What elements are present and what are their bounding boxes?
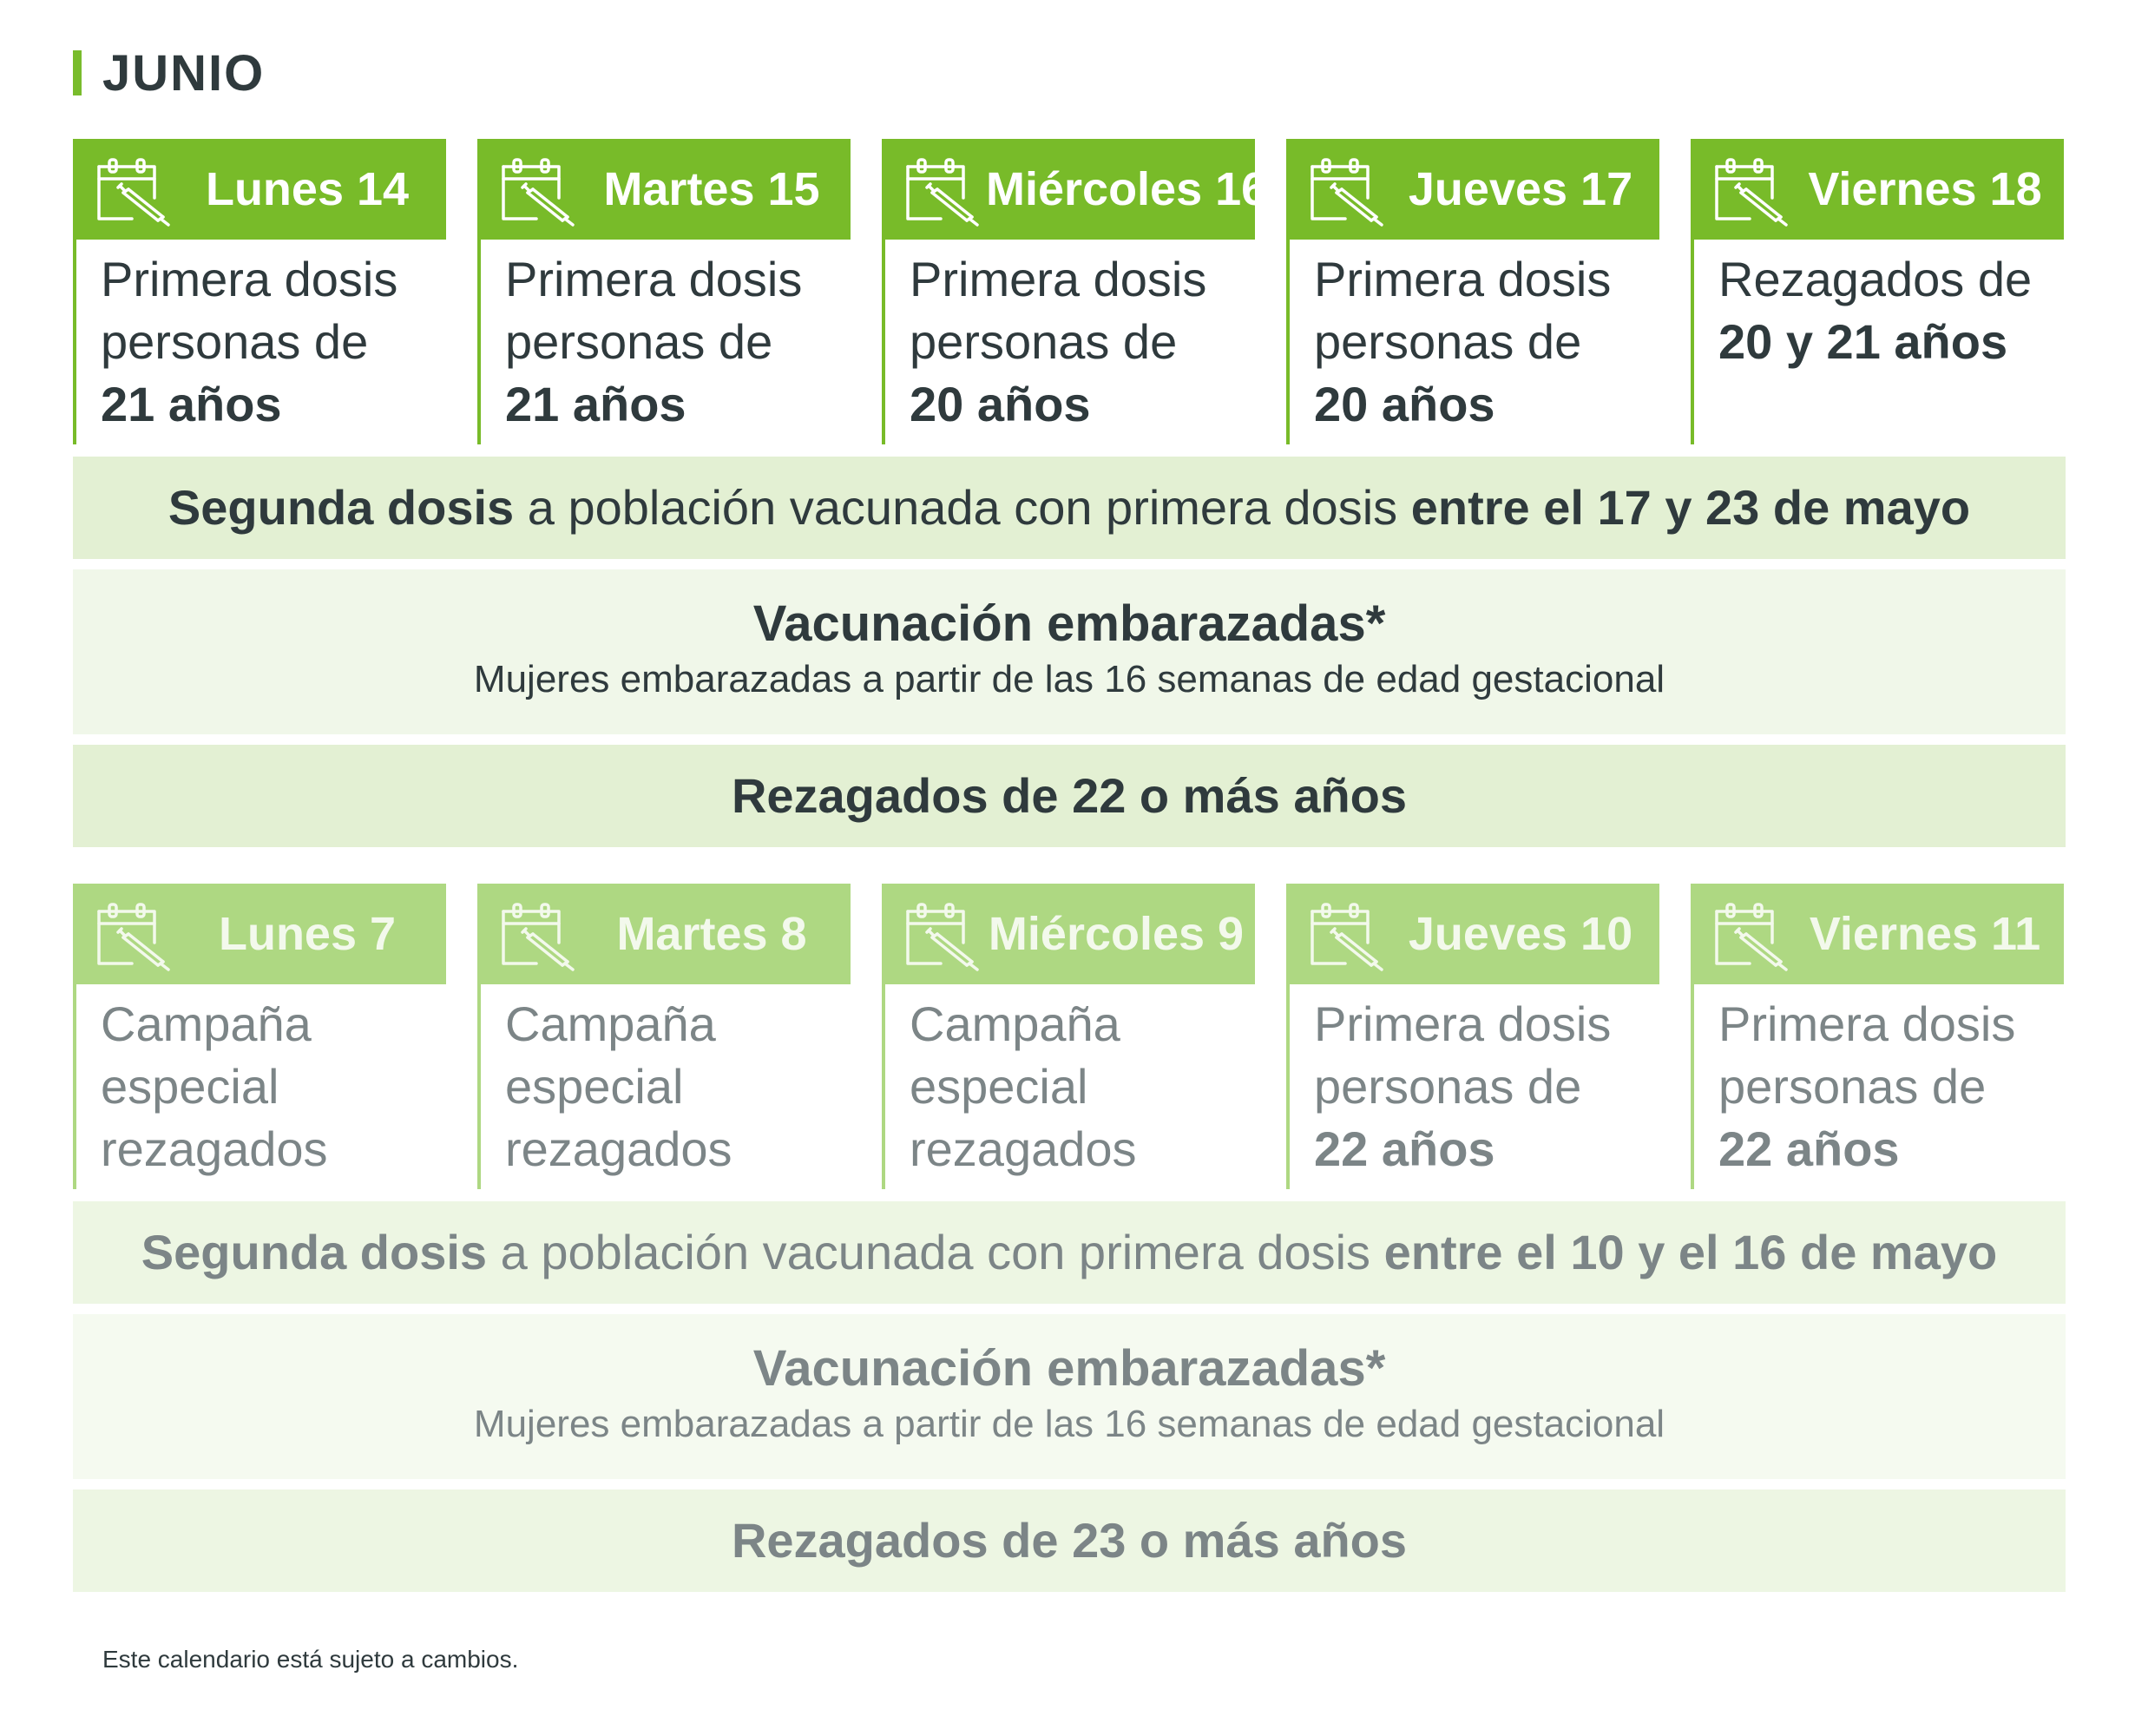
day-card bbox=[73, 139, 446, 444]
day-label: Martes 8 bbox=[616, 908, 807, 960]
day-text-line-3: 20 años bbox=[1314, 377, 1495, 431]
day-description bbox=[477, 984, 851, 1189]
second-dose-text: a población vacunada con primera dosis bbox=[514, 480, 1411, 535]
day-card bbox=[1286, 884, 1659, 1189]
day-text-line-3: 21 años bbox=[101, 377, 282, 431]
day-text-line-1: Campaña bbox=[505, 996, 716, 1051]
day-label: Viernes 11 bbox=[1809, 908, 2041, 960]
pregnant-subtitle: Mujeres embarazadas a partir de las 16 semanas de edad gestacional bbox=[473, 658, 1665, 700]
day-text-line-1: Primera dosis bbox=[505, 252, 803, 306]
day-description bbox=[1286, 984, 1659, 1189]
page-title: JUNIO bbox=[102, 45, 266, 102]
day-card bbox=[477, 139, 851, 444]
day-header bbox=[477, 884, 851, 984]
day-text-line-3: 21 años bbox=[505, 377, 686, 431]
day-text-line-1: Rezagados de bbox=[1718, 252, 2033, 306]
day-label: Viernes 18 bbox=[1808, 163, 2042, 215]
second-dose-text: a población vacunada con primera dosis bbox=[487, 1225, 1384, 1279]
day-header bbox=[73, 884, 446, 984]
pregnant-band bbox=[73, 569, 2066, 734]
day-text-line-2: personas de bbox=[910, 314, 1178, 369]
day-text-line-3: 22 años bbox=[1718, 1121, 1900, 1176]
day-text-line-2: especial bbox=[505, 1059, 684, 1114]
day-text-line-2: 20 y 21 años bbox=[1718, 314, 2008, 369]
day-description bbox=[477, 240, 851, 444]
day-text-line-2: personas de bbox=[505, 314, 773, 369]
day-card bbox=[1691, 139, 2064, 444]
day-text-line-1: Primera dosis bbox=[910, 252, 1207, 306]
day-description bbox=[1691, 984, 2064, 1189]
second-dose-dates: entre el 17 y 23 de mayo bbox=[1410, 480, 1971, 535]
day-card bbox=[477, 884, 851, 1189]
title-accent-bar bbox=[73, 50, 82, 95]
day-description bbox=[1691, 240, 2064, 444]
day-header bbox=[882, 139, 1268, 240]
calendar-syringe-icon bbox=[94, 155, 174, 227]
calendar-syringe-icon bbox=[1711, 899, 1791, 972]
day-text-line-2: especial bbox=[910, 1059, 1088, 1114]
day-header bbox=[1691, 139, 2064, 240]
day-text-line-2: personas de bbox=[1314, 1059, 1582, 1114]
day-label: Miércoles 9 bbox=[988, 908, 1245, 960]
days-row bbox=[73, 139, 2066, 444]
week-june-14-18 bbox=[73, 139, 2066, 823]
calendar-syringe-icon bbox=[94, 899, 174, 972]
calendar-syringe-icon bbox=[1307, 155, 1387, 227]
late-band: Rezagados de 22 o más años bbox=[73, 745, 2066, 847]
day-header bbox=[73, 139, 446, 240]
calendar-syringe-icon bbox=[903, 155, 982, 227]
day-label: Martes 15 bbox=[603, 163, 820, 215]
day-description bbox=[882, 240, 1255, 444]
day-header bbox=[882, 884, 1255, 984]
calendar-syringe-icon bbox=[498, 899, 578, 972]
day-description bbox=[882, 984, 1255, 1189]
day-description bbox=[73, 984, 446, 1189]
day-card bbox=[1286, 139, 1659, 444]
day-text-line-2: especial bbox=[101, 1059, 279, 1114]
day-text-line-2: personas de bbox=[101, 314, 369, 369]
late-band: Rezagados de 23 o más años bbox=[73, 1489, 2066, 1592]
calendar-syringe-icon bbox=[903, 899, 982, 972]
calendar-syringe-icon bbox=[1711, 155, 1791, 227]
day-label: Jueves 17 bbox=[1408, 163, 1633, 215]
day-header bbox=[1691, 884, 2064, 984]
day-label: Miércoles 16 bbox=[986, 163, 1268, 215]
day-text-line-1: Primera dosis bbox=[1314, 252, 1612, 306]
day-text-line-2: personas de bbox=[1718, 1059, 1987, 1114]
day-text-line-2: personas de bbox=[1314, 314, 1582, 369]
day-text-line-1: Primera dosis bbox=[1314, 996, 1612, 1051]
day-text-line-3: 22 años bbox=[1314, 1121, 1495, 1176]
second-dose-band bbox=[73, 1201, 2066, 1304]
pregnant-subtitle: Mujeres embarazadas a partir de las 16 semanas de edad gestacional bbox=[473, 1403, 1665, 1445]
days-row bbox=[73, 884, 2066, 1189]
day-label: Jueves 10 bbox=[1408, 908, 1633, 960]
day-header bbox=[1286, 139, 1659, 240]
day-text-line-3: 20 años bbox=[910, 377, 1091, 431]
day-card bbox=[882, 884, 1255, 1189]
day-text-line-3: rezagados bbox=[505, 1121, 732, 1176]
calendar-syringe-icon bbox=[1307, 899, 1387, 972]
day-text-line-3: rezagados bbox=[101, 1121, 328, 1176]
day-header bbox=[477, 139, 851, 240]
second-dose-dates: entre el 10 y el 16 de mayo bbox=[1383, 1225, 1998, 1279]
pregnant-title: Vacunación embarazadas* bbox=[752, 1340, 1386, 1397]
calendar-syringe-icon bbox=[498, 155, 578, 227]
second-dose-bold: Segunda dosis bbox=[168, 480, 515, 535]
day-card bbox=[882, 139, 1268, 444]
footnote: Este calendario está sujeto a cambios. bbox=[102, 1646, 519, 1673]
day-card bbox=[1691, 884, 2064, 1189]
day-description bbox=[73, 240, 446, 444]
day-label: Lunes 7 bbox=[218, 908, 397, 960]
day-text-line-1: Primera dosis bbox=[101, 252, 398, 306]
pregnant-title: Vacunación embarazadas* bbox=[752, 595, 1386, 652]
day-text-line-1: Campaña bbox=[101, 996, 312, 1051]
second-dose-band bbox=[73, 457, 2066, 559]
week-june-7-11 bbox=[73, 884, 2066, 1568]
pregnant-band bbox=[73, 1314, 2066, 1479]
day-text-line-1: Primera dosis bbox=[1718, 996, 2016, 1051]
day-text-line-1: Campaña bbox=[910, 996, 1120, 1051]
day-header bbox=[1286, 884, 1659, 984]
day-label: Lunes 14 bbox=[205, 163, 410, 215]
day-text-line-3: rezagados bbox=[910, 1121, 1137, 1176]
day-description bbox=[1286, 240, 1659, 444]
second-dose-bold: Segunda dosis bbox=[141, 1225, 488, 1279]
day-card bbox=[73, 884, 446, 1189]
